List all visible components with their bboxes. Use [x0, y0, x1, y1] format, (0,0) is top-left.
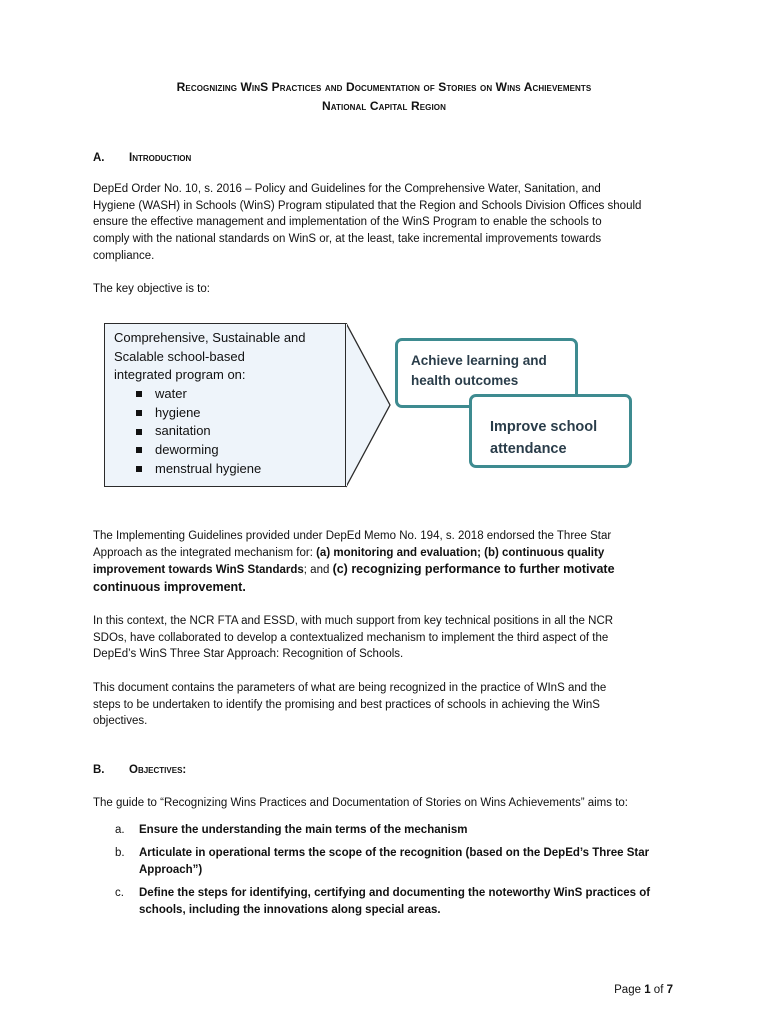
- objective-item: a. Ensure the understanding the main terms of the mechanism: [115, 824, 468, 836]
- program-line: integrated program on:: [114, 367, 246, 382]
- guidelines-line: improvement towards WinS Standards; and (c) recognizing performance to further motivate: [93, 562, 615, 577]
- context-line: DepEd’s WinS Three Star Approach: Recognition of Schools.: [93, 648, 404, 661]
- intro-line: comply with the national standards on WinS or, at the least, take incremental improvements towards: [93, 233, 602, 246]
- bullet-item: sanitation: [136, 422, 261, 441]
- section-a-heading: [93, 152, 191, 164]
- section-a-title: Introduction: [129, 152, 192, 164]
- intro-line: DepEd Order No. 10, s. 2016 – Policy and Guidelines for the Comprehensive Water, Sanitation, and: [93, 183, 601, 195]
- program-line: Scalable school-based: [114, 348, 245, 364]
- square-bullet-icon: [136, 429, 142, 435]
- square-bullet-icon: [136, 447, 142, 453]
- scope-line: This document contains the parameters of what are being recognized in the practice of WInS and the: [93, 682, 607, 694]
- document-title: Recognizing WinS Practices and Documentation of Stories on Wins Achievements: [176, 80, 592, 94]
- square-bullet-icon: [136, 391, 142, 397]
- outcome-line: Improve school: [490, 419, 598, 435]
- bullet-item: menstrual hygiene: [136, 460, 261, 479]
- intro-line: ensure the effective management and implementation of the WinS Program to enable the schools to: [93, 216, 602, 229]
- guidelines-line: The Implementing Guidelines provided under DepEd Memo No. 194, s. 2018 endorsed the Three Star: [93, 530, 612, 542]
- bullet-item: water: [136, 385, 261, 404]
- context-paragraph: [93, 613, 683, 663]
- square-bullet-icon: [136, 410, 142, 416]
- scope-line: steps to be undertaken to identify the promising and best practices of schools in achieving the WinS: [93, 698, 600, 711]
- intro-paragraph: [93, 181, 683, 265]
- objective-item: c. Define the steps for identifying, certifying and documenting the noteworthy WinS practices of schools, including the innovations along special areas.: [115, 887, 651, 916]
- context-line: SDOs, have collaborated to develop a contextualized mechanism to implement the third aspect of the: [93, 631, 609, 644]
- right-arrow-icon: [346, 323, 392, 488]
- bullet-item: deworming: [136, 441, 261, 460]
- section-a-number: A.: [93, 152, 105, 164]
- guidelines-paragraph: [93, 528, 683, 597]
- objectives-intro: The guide to “Recognizing Wins Practices and Documentation of Stories on Wins Achievements” aims to:: [93, 797, 628, 809]
- guidelines-line: continuous improvement.: [93, 580, 246, 595]
- intro-line: Hygiene (WASH) in Schools (WinS) Program stipulated that the Region and Schools Division Offices should: [93, 199, 642, 212]
- program-description: [114, 329, 346, 385]
- section-b-heading: [93, 764, 186, 776]
- outcome-line: health outcomes: [411, 373, 519, 388]
- intro-line: compliance.: [93, 249, 155, 262]
- program-bullet-list: [136, 385, 261, 479]
- page-number: Page 1 of 7: [614, 984, 673, 996]
- context-line: In this context, the NCR FTA and ESSD, with much support from key technical positions in all the NCR: [93, 615, 614, 627]
- bullet-item: hygiene: [136, 404, 261, 423]
- scope-paragraph: [93, 680, 683, 730]
- section-b-number: B.: [93, 764, 105, 776]
- scope-line: objectives.: [93, 715, 148, 728]
- document-subtitle: National Capital Region: [322, 99, 446, 113]
- objective-item: b. Articulate in operational terms the scope of the recognition (based on the DepEd’s Three Star Approach”): [115, 847, 650, 876]
- program-line: Comprehensive, Sustainable and: [114, 330, 306, 345]
- outcome-line: Achieve learning and: [411, 353, 547, 368]
- key-objective-text: The key objective is to:: [93, 283, 210, 295]
- square-bullet-icon: [136, 466, 142, 472]
- guidelines-line: Approach as the integrated mechanism for: (a) monitoring and evaluation; (b) continuous quality: [93, 546, 605, 559]
- outcome-box-attendance: [469, 394, 632, 468]
- section-b-title: Objectives:: [129, 764, 187, 776]
- outcome-line: attendance: [490, 441, 567, 457]
